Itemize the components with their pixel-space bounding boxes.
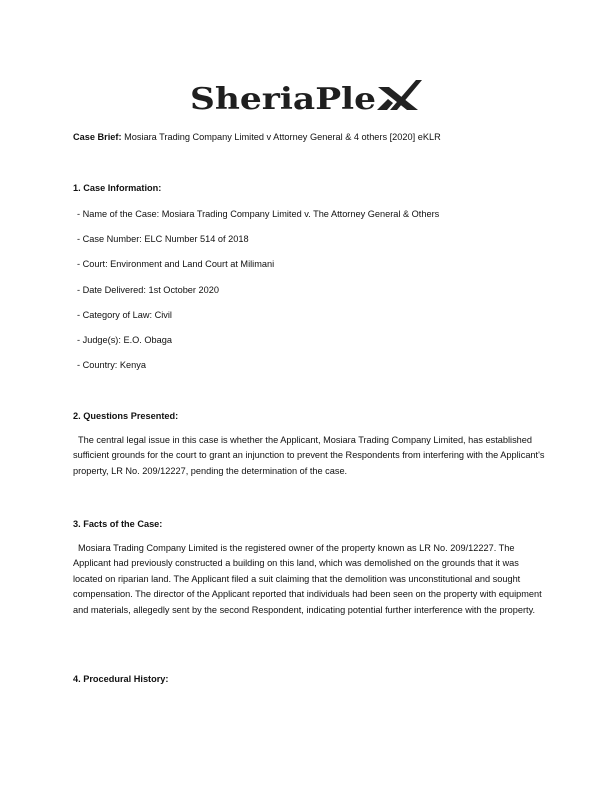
section-heading-questions: 2. Questions Presented: xyxy=(73,411,179,421)
questions-paragraph: The central legal issue in this case is whether the Applicant, Mosiara Trading Company Limited, has established sufficient grounds for the court to grant an injunction to prevent the Respondents from interfering with the Applicant's property, LR No. 209/12227, pending the determination of the case. xyxy=(73,435,545,476)
logo-graphic xyxy=(190,76,422,118)
facts-paragraph: Mosiara Trading Company Limited is the registered owner of the property known as LR No. 209/12227. The Applicant had previously constructed a building on this land, which was demolished on the grounds that it was located on riparian land. The Applicant filed a suit claiming that the demolition was unconstitutional and sought compensation. The director of the Applicant reported that individuals had been seen on the property with equipment and materials, allegedly sent by the second Respondent, indicating potential further interference with the property. xyxy=(73,543,542,615)
case-info-judges: - Judge(s): E.O. Obaga xyxy=(77,335,172,345)
case-info-number: - Case Number: ELC Number 514 of 2018 xyxy=(77,234,249,244)
case-info-category: - Category of Law: Civil xyxy=(77,310,172,320)
case-brief-title: Mosiara Trading Company Limited v Attorney General & 4 others [2020] eKLR xyxy=(124,132,441,142)
section-heading-case-information: 1. Case Information: xyxy=(73,183,162,193)
case-info-date: - Date Delivered: 1st October 2020 xyxy=(77,285,219,295)
section-heading-facts: 3. Facts of the Case: xyxy=(73,519,163,529)
sheriaplex-logo xyxy=(190,76,422,118)
section-heading-procedural-history: 4. Procedural History: xyxy=(73,674,169,684)
case-info-country: - Country: Kenya xyxy=(77,360,146,370)
case-brief-label: Case Brief: xyxy=(73,132,122,142)
logo-x-mark xyxy=(377,80,422,110)
case-info-name: - Name of the Case: Mosiara Trading Company Limited v. The Attorney General & Others xyxy=(77,209,440,219)
case-brief-line xyxy=(73,131,553,143)
logo-wordmark: SheriaPle xyxy=(190,82,376,117)
case-info-court: - Court: Environment and Land Court at Milimani xyxy=(77,259,275,269)
